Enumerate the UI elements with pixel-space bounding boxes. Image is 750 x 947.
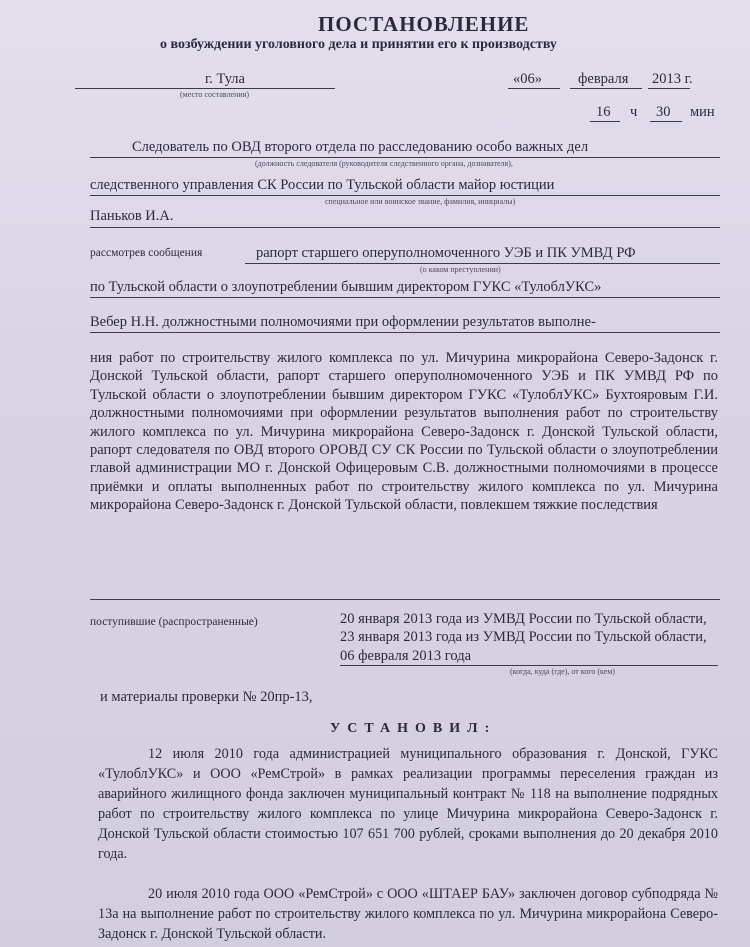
investigator-name: Паньков И.А. — [90, 208, 174, 224]
considered-line-2: по Тульской области о злоупотреблении бывшим директором ГУКС «ТулоблУКС» — [90, 279, 602, 295]
considered-line-3: Вебер Н.Н. должностными полномочиями при оформлении результатов выполне- — [90, 314, 596, 330]
considered-label: рассмотрев сообщения — [90, 247, 203, 259]
investigator-line-2: следственного управления СК России по Тульской области майор юстиции — [90, 177, 555, 193]
hour-underline — [590, 121, 620, 122]
investigator-line-1: Следователь по ОВД второго отдела по расследованию особо важных дел — [132, 139, 589, 155]
place-city: г. Тула — [205, 71, 245, 87]
month-underline — [570, 88, 642, 89]
materials-line: и материалы проверки № 20пр-13, — [100, 689, 313, 705]
considered-caption: (о каком преступлении) — [420, 265, 501, 274]
received-underline — [340, 665, 718, 666]
year-underline — [648, 88, 690, 89]
considered-underline-1 — [245, 263, 720, 264]
received-label: поступившие (распространенные) — [90, 616, 258, 628]
considered-paragraph: ния работ по строительству жилого комплекса по ул. Мичурина микрорайона Северо-Задонск г. Донской Тульской области, рапорт старшего оперуполномоченного УЭБ и ПК УМВД РФ по Тульской области о злоупотреблении бывшим директором ГУКС «ТулоблУКС» Бухтояровым Г.И. должностными полномочиями при оформлении результатов выполнения работ по строительству жилого комплекса по ул. Мичурина микрорайона Северо-Задонск г. Донской Тульской области, рапорт следователя по ОВД второго ОРОВД СУ СК России по Тульской области о злоупотреблении главой администрации МО г. Донской Офицеровым С.В. должностными полномочиями в процессе приёмки и оплаты выполненных работ по строительству жилого комплекса по ул. Мичурина микрорайона Северо-Задонск г. Донской Тульской области, повлекшем тяжкие последствия — [90, 350, 718, 514]
considered-underline-3 — [90, 332, 720, 333]
time-minute-unit: мин — [690, 104, 715, 120]
document-title: ПОСТАНОВЛЕНИЕ — [318, 12, 530, 36]
considered-line-1: рапорт старшего оперуполномоченного УЭБ и ПК УМВД РФ — [256, 245, 636, 261]
considered-underline-end — [90, 599, 720, 600]
investigator-underline-2 — [90, 195, 720, 196]
investigator-caption-2: специальное или воинское звание, фамилия, инициалы) — [325, 197, 516, 206]
established-heading: УСТАНОВИЛ: — [330, 721, 497, 736]
received-text: 20 января 2013 года из УМВД России по Тульской области, 23 января 2013 года из УМВД России по Тульской области, 06 февраля 2013 года — [340, 611, 707, 664]
investigator-underline-3 — [90, 227, 720, 228]
day-underline — [508, 88, 560, 89]
considered-underline-2 — [90, 297, 720, 298]
investigator-caption-1: (должность следователя (руководителя следственного органа, дознавателя), — [255, 159, 513, 168]
date-year: 2013 г. — [652, 71, 693, 87]
date-day: «06» — [513, 71, 542, 87]
body-paragraph-2: 20 июля 2010 года ООО «РемСтрой» с ООО «ШТАЕР БАУ» заключен договор субподряда № 13а на выполнение работ по строительству жилого комплекса по ул. Мичурина микрорайона Северо-Задонск г. Донской Тульской области. — [98, 886, 718, 942]
place-underline — [75, 88, 335, 89]
time-hour-unit: ч — [630, 104, 638, 120]
time-hour: 16 — [596, 104, 611, 120]
minute-underline — [650, 121, 682, 122]
document-subtitle: о возбуждении уголовного дела и принятии его к производству — [160, 37, 557, 52]
date-month: февраля — [578, 71, 629, 87]
time-minute: 30 — [656, 104, 671, 120]
body-paragraph-1: 12 июля 2010 года администрацией муниципального образования г. Донской, ГУКС «ТулоблУКС» и ООО «РемСтрой» в рамках реализации программы переселения граждан из аварийного жилищного фонда заключен муниципальный контракт № 118 на выполнение подрядных работ по строительству жилого комплекса по улице Мичурина микрорайона Северо-Задонск г. Донской Тульской области стоимостью 107 651 700 рублей, сроками выполнения до 20 декабря 2010 года. — [98, 746, 718, 862]
investigator-underline-1 — [90, 157, 720, 158]
place-caption: (место составления) — [180, 90, 249, 99]
received-caption: (когда, куда (где), от кого (кем) — [510, 667, 615, 676]
